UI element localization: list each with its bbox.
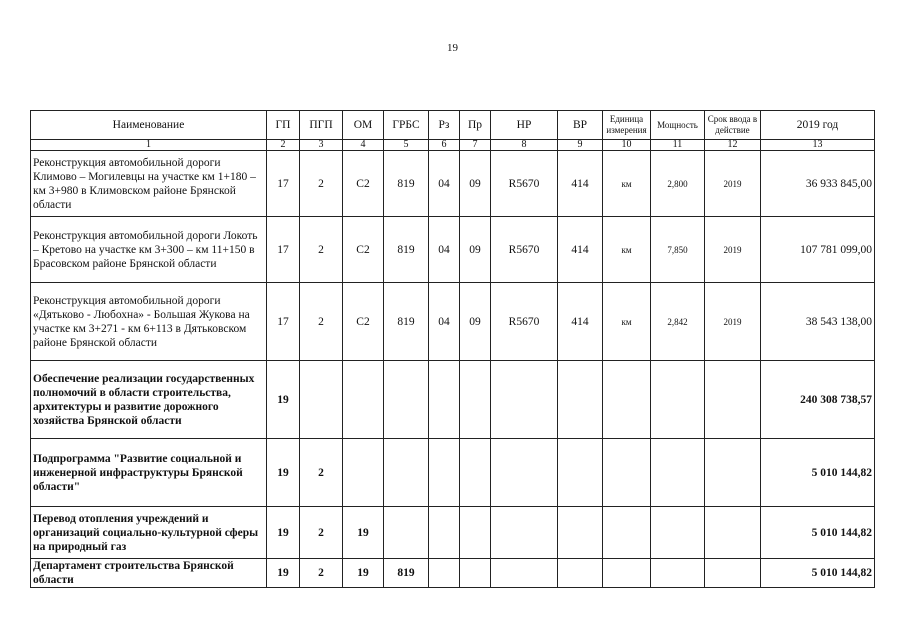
cell-pgp	[300, 361, 343, 439]
table-row	[31, 439, 875, 507]
cell-pr	[460, 439, 491, 507]
cell-power: 2,800	[651, 151, 705, 217]
table-row	[31, 217, 875, 283]
cell-rz: 04	[429, 151, 460, 217]
cell-nr	[491, 439, 558, 507]
col-number: 7	[460, 140, 491, 151]
header-term: Срок ввода в действие	[705, 111, 761, 140]
cell-unit	[603, 439, 651, 507]
cell-om: 19	[343, 559, 384, 588]
cell-nr: R5670	[491, 217, 558, 283]
cell-pgp: 2	[300, 217, 343, 283]
cell-gp: 17	[267, 283, 300, 361]
cell-name: Перевод отопления учреждений и организаций социально-культурной сферы на природный газ	[31, 507, 267, 559]
cell-rz: 04	[429, 217, 460, 283]
cell-vr	[558, 507, 603, 559]
cell-rz	[429, 439, 460, 507]
cell-grbs	[384, 507, 429, 559]
cell-unit	[603, 559, 651, 588]
col-number: 2	[267, 140, 300, 151]
cell-power	[651, 439, 705, 507]
col-number: 1	[31, 140, 267, 151]
col-number: 6	[429, 140, 460, 151]
cell-pgp: 2	[300, 283, 343, 361]
header-grbs: ГРБС	[384, 111, 429, 140]
header-om: ОМ	[343, 111, 384, 140]
cell-unit: км	[603, 217, 651, 283]
header-row	[31, 111, 875, 140]
header-rz: Рз	[429, 111, 460, 140]
cell-name: Обеспечение реализации государственных полномочий в области строительства, архитектуры и развитие дорожного хозяйства Брянской области	[31, 361, 267, 439]
col-number: 8	[491, 140, 558, 151]
cell-vr: 414	[558, 283, 603, 361]
table-row	[31, 507, 875, 559]
cell-sum: 5 010 144,82	[761, 439, 875, 507]
cell-pr	[460, 507, 491, 559]
cell-sum: 36 933 845,00	[761, 151, 875, 217]
cell-gp: 17	[267, 151, 300, 217]
cell-gp: 19	[267, 361, 300, 439]
cell-gp: 19	[267, 507, 300, 559]
cell-gp: 19	[267, 559, 300, 588]
cell-gp: 19	[267, 439, 300, 507]
header-name: Наименование	[31, 111, 267, 140]
header-vr: ВР	[558, 111, 603, 140]
cell-nr	[491, 559, 558, 588]
col-number: 5	[384, 140, 429, 151]
cell-nr	[491, 361, 558, 439]
header-unit: Единица измерения	[603, 111, 651, 140]
cell-pr: 09	[460, 151, 491, 217]
table-row	[31, 559, 875, 588]
cell-sum: 5 010 144,82	[761, 559, 875, 588]
cell-term	[705, 439, 761, 507]
header-year: 2019 год	[761, 111, 875, 140]
cell-name: Реконструкция автомобильной дороги «Дятьково - Любохна» - Большая Жукова на участке км 3+271 - км 6+113 в Дятьковском районе Брянской области	[31, 283, 267, 361]
cell-vr	[558, 361, 603, 439]
cell-term	[705, 361, 761, 439]
cell-grbs	[384, 361, 429, 439]
cell-rz: 04	[429, 283, 460, 361]
cell-unit	[603, 361, 651, 439]
header-power: Мощность	[651, 111, 705, 140]
cell-power	[651, 507, 705, 559]
cell-rz	[429, 559, 460, 588]
header-gp: ГП	[267, 111, 300, 140]
cell-name: Реконструкция автомобильной дороги Климово – Могилевцы на участке км 1+180 – км 3+980 в Климовском районе Брянской области	[31, 151, 267, 217]
budget-table	[30, 110, 875, 588]
table-row	[31, 151, 875, 217]
col-number: 9	[558, 140, 603, 151]
cell-term	[705, 507, 761, 559]
cell-term: 2019	[705, 151, 761, 217]
cell-power: 7,850	[651, 217, 705, 283]
table-row	[31, 361, 875, 439]
cell-vr: 414	[558, 217, 603, 283]
header-pr: Пр	[460, 111, 491, 140]
cell-grbs: 819	[384, 283, 429, 361]
cell-om: 19	[343, 507, 384, 559]
cell-pr: 09	[460, 217, 491, 283]
cell-pr	[460, 361, 491, 439]
cell-power	[651, 559, 705, 588]
cell-name: Подпрограмма "Развитие социальной и инженерной инфраструктуры Брянской области"	[31, 439, 267, 507]
cell-pgp: 2	[300, 439, 343, 507]
cell-om: С2	[343, 151, 384, 217]
cell-unit: км	[603, 151, 651, 217]
cell-om	[343, 361, 384, 439]
cell-rz	[429, 361, 460, 439]
cell-power: 2,842	[651, 283, 705, 361]
cell-sum: 240 308 738,57	[761, 361, 875, 439]
cell-sum: 38 543 138,00	[761, 283, 875, 361]
cell-unit	[603, 507, 651, 559]
cell-nr	[491, 507, 558, 559]
cell-rz	[429, 507, 460, 559]
cell-term: 2019	[705, 217, 761, 283]
cell-vr	[558, 559, 603, 588]
page-number: 19	[447, 42, 458, 54]
cell-pr	[460, 559, 491, 588]
col-number: 11	[651, 140, 705, 151]
cell-term: 2019	[705, 283, 761, 361]
cell-nr: R5670	[491, 283, 558, 361]
cell-grbs	[384, 439, 429, 507]
cell-name: Реконструкция автомобильной дороги Локоть – Кретово на участке км 3+300 – км 11+150 в Брасовском районе Брянской области	[31, 217, 267, 283]
cell-name: Департамент строительства Брянской области	[31, 559, 267, 588]
cell-vr	[558, 439, 603, 507]
cell-grbs: 819	[384, 217, 429, 283]
col-number: 10	[603, 140, 651, 151]
cell-sum: 107 781 099,00	[761, 217, 875, 283]
cell-unit: км	[603, 283, 651, 361]
cell-term	[705, 559, 761, 588]
cell-om: С2	[343, 217, 384, 283]
cell-vr: 414	[558, 151, 603, 217]
cell-grbs: 819	[384, 151, 429, 217]
cell-sum: 5 010 144,82	[761, 507, 875, 559]
cell-pgp: 2	[300, 507, 343, 559]
column-number-row	[31, 140, 875, 151]
cell-power	[651, 361, 705, 439]
cell-gp: 17	[267, 217, 300, 283]
cell-grbs: 819	[384, 559, 429, 588]
cell-pgp: 2	[300, 151, 343, 217]
header-nr: НР	[491, 111, 558, 140]
cell-nr: R5670	[491, 151, 558, 217]
col-number: 12	[705, 140, 761, 151]
cell-om: С2	[343, 283, 384, 361]
cell-pgp: 2	[300, 559, 343, 588]
col-number: 3	[300, 140, 343, 151]
col-number: 13	[761, 140, 875, 151]
table-row	[31, 283, 875, 361]
cell-pr: 09	[460, 283, 491, 361]
cell-om	[343, 439, 384, 507]
col-number: 4	[343, 140, 384, 151]
header-pgp: ПГП	[300, 111, 343, 140]
